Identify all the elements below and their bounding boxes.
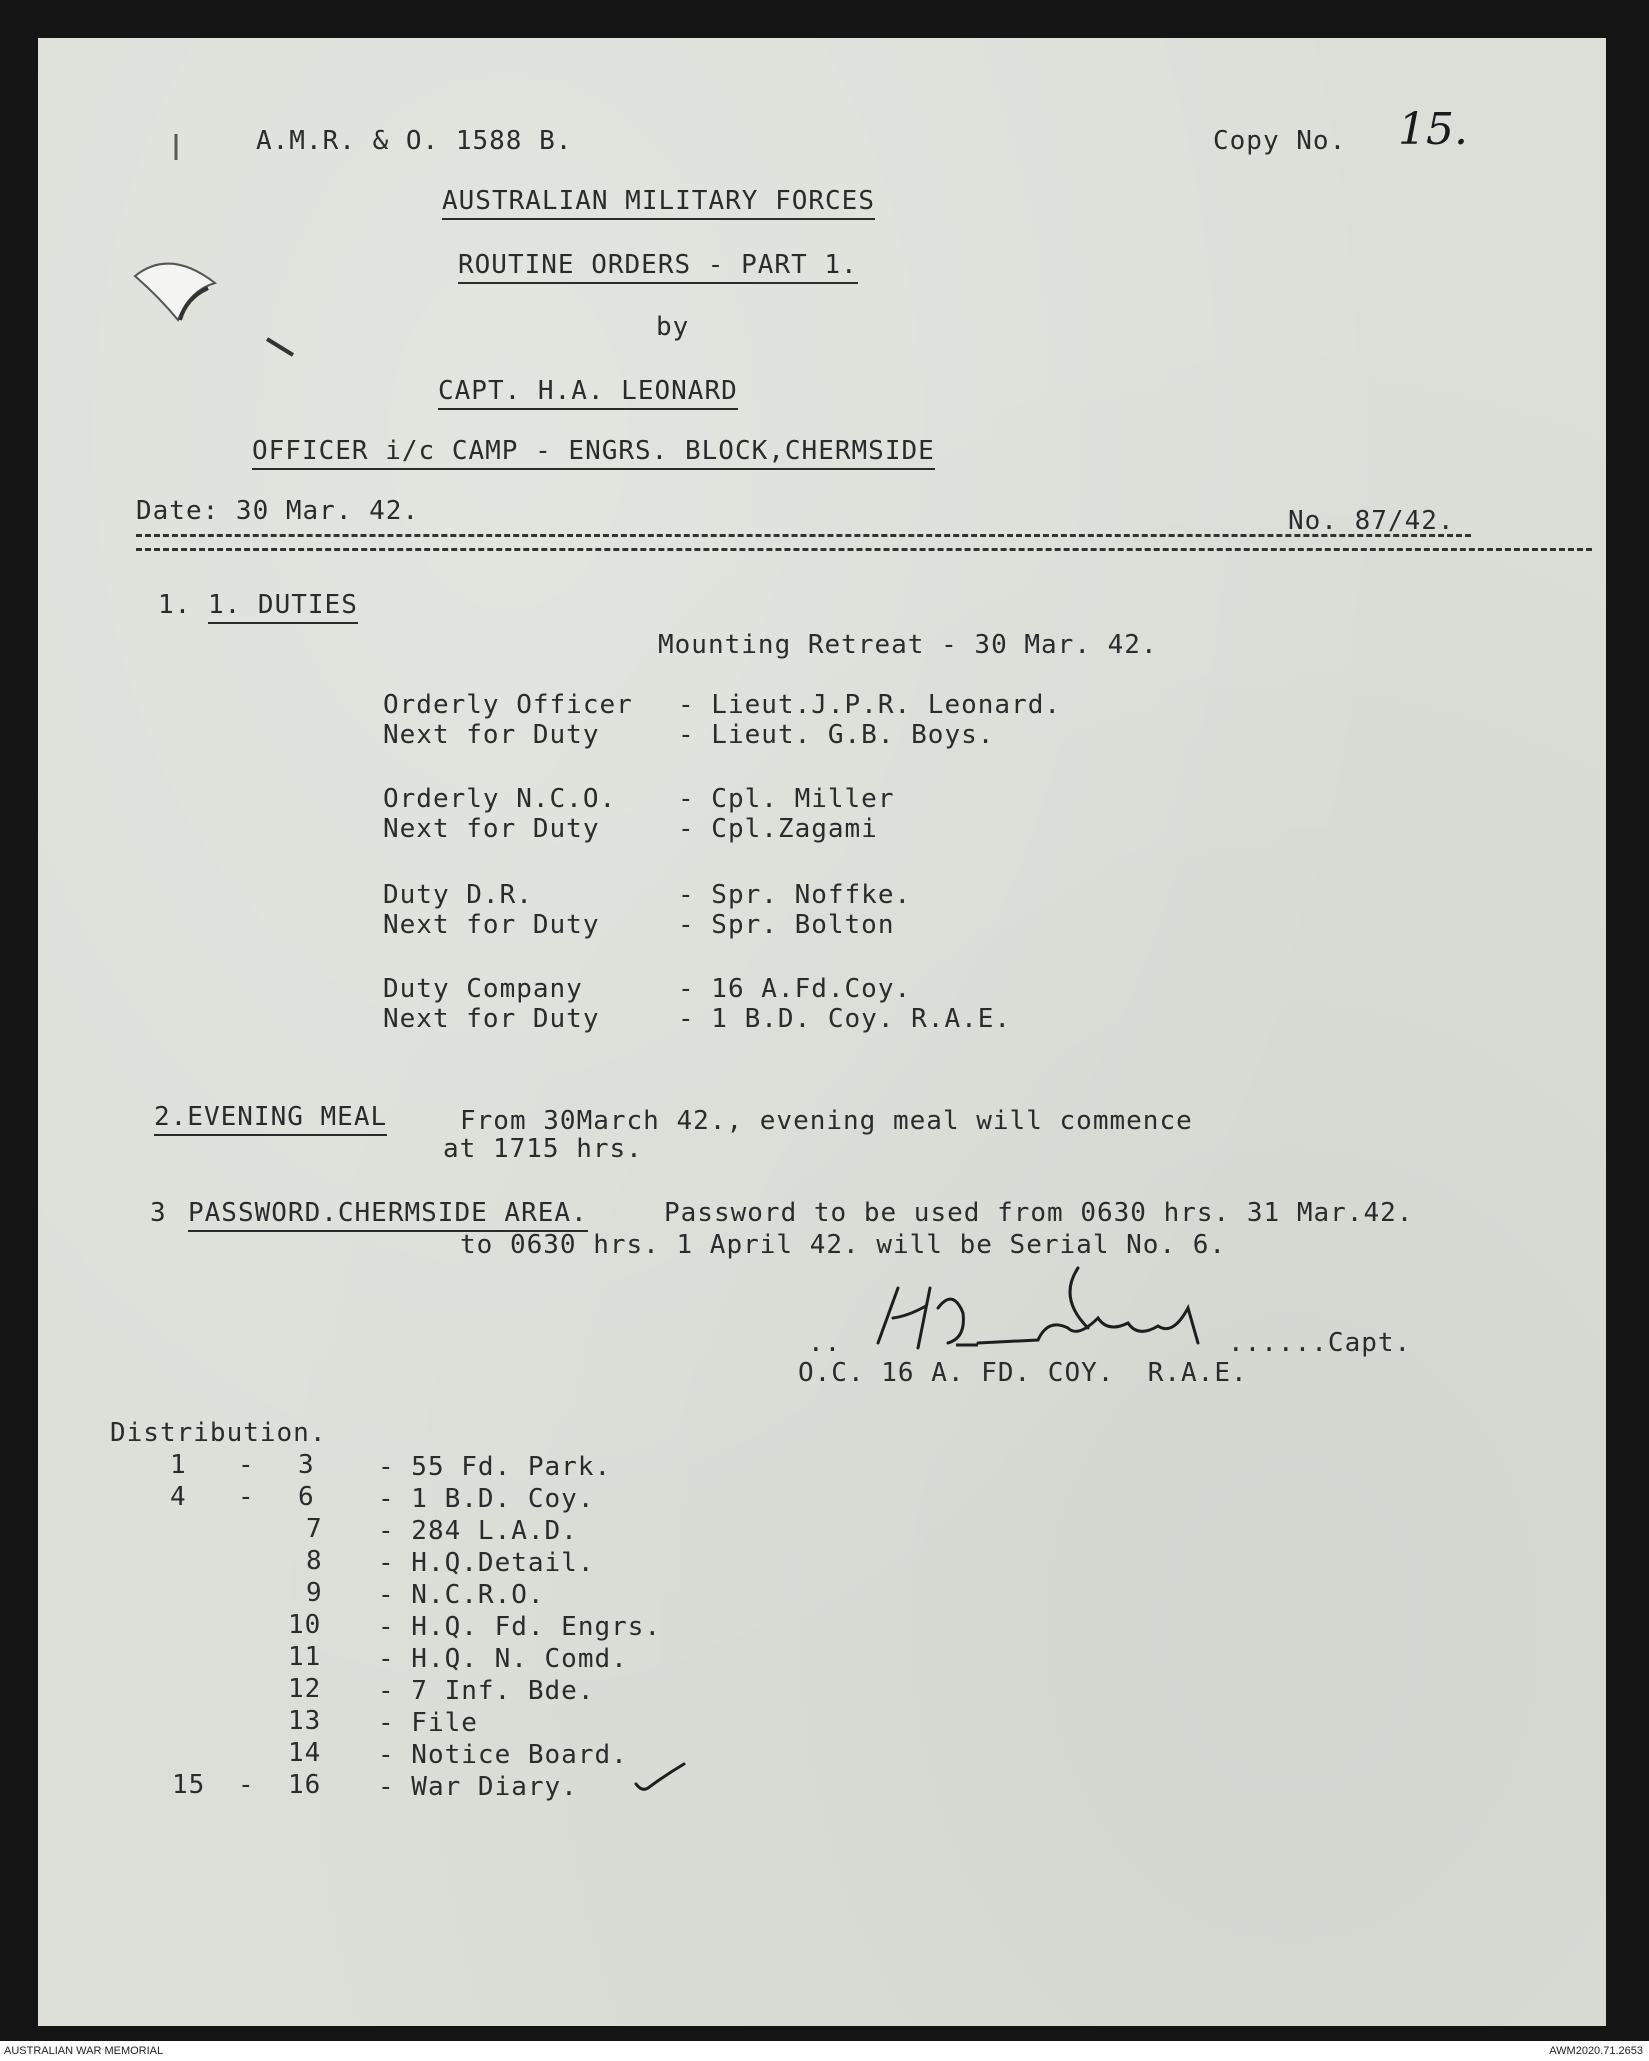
title-line-3: by — [656, 312, 690, 342]
dist-to: 13 — [288, 1706, 322, 1736]
duty-role: Next for Duty — [383, 1004, 600, 1034]
section-3-number: 3 — [150, 1198, 167, 1228]
duty-role: Next for Duty — [383, 814, 600, 844]
check-mark-icon — [630, 1758, 690, 1798]
dist-destination: - N.C.R.O. — [378, 1580, 545, 1610]
dist-to: 8 — [306, 1546, 323, 1576]
duty-name: - 16 A.Fd.Coy. — [678, 974, 912, 1004]
title-line-4: CAPT. H.A. LEONARD — [438, 376, 738, 410]
dist-destination: - 7 Inf. Bde. — [378, 1676, 595, 1706]
separator-line-1 — [136, 534, 1471, 537]
title-line-5: OFFICER i/c CAMP - ENGRS. BLOCK,CHERMSIDE — [252, 436, 935, 470]
paper-mark — [263, 333, 303, 363]
dist-sep: - — [238, 1450, 255, 1480]
dist-to: 12 — [288, 1674, 322, 1704]
document-reference: A.M.R. & O. 1588 B. — [256, 126, 573, 156]
document-page — [38, 38, 1606, 2026]
distribution-heading: Distribution. — [110, 1418, 327, 1448]
dist-to: 10 — [288, 1610, 322, 1640]
duty-name: - Cpl.Zagami — [678, 814, 878, 844]
dist-destination: - File — [378, 1708, 478, 1738]
dist-destination: - H.Q.Detail. — [378, 1548, 595, 1578]
dist-to: 3 — [298, 1450, 315, 1480]
title-line-2: ROUTINE ORDERS - PART 1. — [458, 250, 858, 284]
section-3-text-2: to 0630 hrs. 1 April 42. will be Serial No. 6. — [460, 1230, 1227, 1260]
duty-name: - 1 B.D. Coy. R.A.E. — [678, 1004, 1012, 1034]
punch-hole-tear — [120, 228, 230, 328]
dist-from: 15 — [172, 1770, 206, 1800]
duty-role: Next for Duty — [383, 910, 600, 940]
duty-role: Next for Duty — [383, 720, 600, 750]
dist-to: 7 — [306, 1514, 323, 1544]
signature-dots-right: ......Capt. — [1228, 1328, 1412, 1358]
duty-name: - Spr. Bolton — [678, 910, 895, 940]
dist-sep: - — [238, 1770, 255, 1800]
dist-destination: - H.Q. Fd. Engrs. — [378, 1612, 662, 1642]
signatory-unit: O.C. 16 A. FD. COY. R.A.E. — [798, 1358, 1248, 1388]
duty-name: - Spr. Noffke. — [678, 880, 912, 910]
duty-role: Duty Company — [383, 974, 583, 1004]
duty-name: - Lieut.J.P.R. Leonard. — [678, 690, 1062, 720]
dist-destination: - War Diary. — [378, 1772, 578, 1802]
footer-credit: AUSTRALIAN WAR MEMORIAL — [4, 2045, 164, 2057]
dist-from: 1 — [170, 1450, 187, 1480]
duty-role: Orderly Officer — [383, 690, 633, 720]
dist-destination: - 284 L.A.D. — [378, 1516, 578, 1546]
dist-destination: - Notice Board. — [378, 1740, 628, 1770]
copy-label: Copy No. — [1213, 126, 1347, 156]
handwritten-signature — [838, 1248, 1258, 1368]
section-2-heading: 2.EVENING MEAL — [154, 1102, 387, 1136]
separator-line-2 — [136, 548, 1592, 551]
section-1-subheading: Mounting Retreat - 30 Mar. 42. — [658, 630, 1158, 660]
dist-to: 14 — [288, 1738, 322, 1768]
section-3-text-1: Password to be used from 0630 hrs. 31 Mar.42. — [664, 1198, 1414, 1228]
section-2-text-1: From 30March 42., evening meal will commence — [460, 1106, 1193, 1136]
signature-dots-left: .. — [808, 1328, 842, 1358]
section-1-title: 1. DUTIES — [208, 590, 358, 624]
dist-destination: - 1 B.D. Coy. — [378, 1484, 595, 1514]
dist-sep: - — [238, 1482, 255, 1512]
duty-role: Orderly N.C.O. — [383, 784, 617, 814]
dist-from: 4 — [170, 1482, 187, 1512]
order-date: Date: 30 Mar. 42. — [136, 496, 420, 526]
duty-role: Duty D.R. — [383, 880, 533, 910]
paper-mark-2 — [168, 130, 188, 170]
section-2-text-2: at 1715 hrs. — [443, 1134, 643, 1164]
dist-destination: - H.Q. N. Comd. — [378, 1644, 628, 1674]
title-line-1: AUSTRALIAN MILITARY FORCES — [442, 186, 875, 220]
footer-accession-number: AWM2020.71.2653 — [1549, 2045, 1643, 2057]
dist-to: 16 — [288, 1770, 322, 1800]
section-1-heading: 1. 1. DUTIES — [158, 590, 358, 620]
section-3-heading: PASSWORD.CHERMSIDE AREA. — [188, 1198, 588, 1232]
dist-to: 6 — [298, 1482, 315, 1512]
order-number: No. 87/42. — [1288, 506, 1455, 536]
duty-name: - Cpl. Miller — [678, 784, 895, 814]
dist-destination: - 55 Fd. Park. — [378, 1452, 612, 1482]
dist-to: 9 — [306, 1578, 323, 1608]
copy-number: 15. — [1398, 104, 1468, 155]
dist-to: 11 — [288, 1642, 322, 1672]
duty-name: - Lieut. G.B. Boys. — [678, 720, 995, 750]
